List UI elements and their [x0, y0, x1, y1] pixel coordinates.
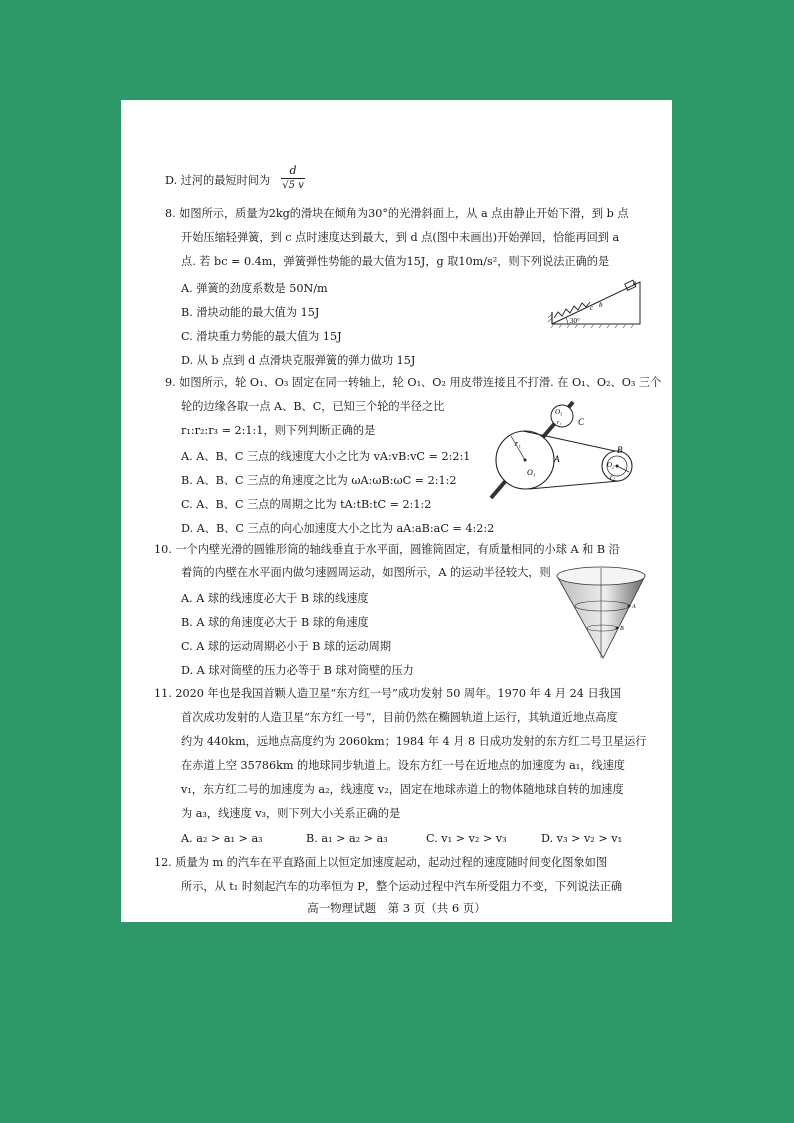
- label-r2: r₂: [610, 473, 616, 481]
- q11-option-d: D. v₃ > v₂ > v₁: [541, 832, 623, 845]
- q11-stem-line-2: 首次成功发射的人造卫星“东方红一号”，目前仍然在椭圆轨道上运行，其轨道近地点高度: [181, 711, 618, 724]
- label-c: C: [578, 417, 585, 427]
- q12-stem-line-1: 12. 质量为 m 的汽车在平直路面上以恒定加速度起动，起动过程的速度随时间变化图象如图: [154, 856, 608, 869]
- angle-arc: [566, 318, 568, 324]
- center-o2: [616, 465, 619, 468]
- q11-stem-line-3: 约为 440km，远地点高度约为 2060km；1984 年 4 月 8 日成功发射的东方红二号卫星运行: [181, 735, 647, 748]
- page-footer: 高一物理试题 第 3 页（共 6 页）: [307, 901, 486, 915]
- q9-option-d: D. A、B、C 三点的向心加速度大小之比为 aA:aB:aC = 4:2:2: [181, 522, 495, 535]
- pulley-figure: [489, 396, 641, 506]
- q8-stem-line-3: 点. 若 bc = 0.4m，弹簧弹性势能的最大值为15J，g 取10m/s²，则下列说法正确的是: [181, 255, 610, 268]
- fraction-bar: [281, 178, 305, 179]
- label-a: A: [632, 604, 636, 610]
- q10-option-b: B. A 球的角速度必大于 B 球的角速度: [181, 616, 369, 629]
- q10-option-d: D. A 球对筒壁的压力必等于 B 球对筒壁的压力: [181, 664, 414, 677]
- label-o1: O₁: [527, 468, 536, 477]
- q11-option-b: B. a₁ > a₂ > a₃: [306, 832, 388, 845]
- cone-figure: [555, 562, 647, 662]
- q7-fraction: [281, 164, 305, 191]
- label-a: a: [633, 279, 637, 287]
- q10-stem-line-1: 10. 一个内壁光滑的圆锥形筒的轴线垂直于水平面，圆锥筒固定，有质量相同的小球 A 和 B 沿: [154, 543, 620, 556]
- q9-option-b: B. A、B、C 三点的角速度之比为 ωA:ωB:ωC = 2:1:2: [181, 474, 457, 487]
- q7-option-d: D. 过河的最短时间为: [165, 174, 271, 187]
- ball-b: [616, 627, 619, 630]
- q8-option-b: B. 滑块动能的最大值为 15J: [181, 306, 320, 319]
- q9-stem-line-1: 9. 如图所示，轮 O₁、O₃ 固定在同一转轴上，轮 O₁、O₂ 用皮带连接且不打滑. 在 O₁、O₂、O₃ 三个: [165, 376, 662, 389]
- q7-fraction-numerator: d: [289, 164, 297, 177]
- q11-stem-line-6: 为 a₃，线速度 v₃，则下列大小关系正确的是: [181, 807, 401, 820]
- q11-option-a: A. a₂ > a₁ > a₃: [181, 832, 263, 845]
- q11-stem-line-5: v₁，东方红二号的加速度为 a₂，线速度 v₂，固定在地球赤道上的物体随地球自转的加速度: [181, 783, 624, 796]
- label-b: b: [599, 301, 603, 309]
- angle-label: 30°: [570, 317, 580, 325]
- q10-option-c: C. A 球的运动周期必小于 B 球的运动周期: [181, 640, 392, 653]
- label-c: c: [590, 304, 594, 312]
- q8-stem-line-1: 8. 如图所示，质量为2kg的滑块在倾角为30°的光滑斜面上，从 a 点由静止开始下滑，到 b 点: [165, 207, 629, 220]
- q9-stem-line-2: 轮的边缘各取一点 A、B、C，已知三个轮的半径之比: [181, 400, 445, 413]
- label-o2: O₂: [607, 461, 615, 469]
- q10-stem-line-2: 着筒的内壁在水平面内做匀速圆周运动，如图所示，A 的运动半径较大，则: [181, 566, 551, 579]
- q11-option-c: C. v₁ > v₂ > v₃: [426, 832, 507, 845]
- q8-option-c: C. 滑块重力势能的最大值为 15J: [181, 330, 342, 343]
- q9-option-c: C. A、B、C 三点的周期之比为 tA:tB:tC = 2:1:2: [181, 498, 432, 511]
- ball-a: [628, 605, 631, 608]
- q11-stem-line-4: 在赤道上空 35786km 的地球同步轨道上。设东方红一号在近地点的加速度为 a₁，线速度: [181, 759, 625, 772]
- incline-spring-figure: [546, 276, 646, 328]
- spring: [554, 302, 590, 318]
- label-b: B: [617, 445, 623, 455]
- label-r3: r₃: [557, 420, 562, 426]
- label-b: B: [620, 626, 624, 632]
- label-o3: O₃: [555, 408, 563, 416]
- q8-option-a: A. 弹簧的劲度系数是 50N/m: [181, 282, 328, 295]
- center-o1: [524, 459, 527, 462]
- q8-stem-line-2: 开始压缩轻弹簧，到 c 点时速度达到最大，到 d 点(图中未画出)开始弹回，恰能再回到 a: [181, 231, 620, 244]
- q12-stem-line-2: 所示，从 t₁ 时刻起汽车的功率恒为 P，整个运动过程中汽车所受阻力不变，下列说法正确: [181, 880, 623, 893]
- exam-page: [121, 100, 672, 922]
- q11-stem-line-1: 11. 2020 年也是我国首颗人造卫星“东方红一号”成功发射 50 周年。1970 年 4 月 24 日我国: [154, 687, 622, 700]
- q7-fraction-denominator: √5 v: [282, 180, 304, 191]
- q10-option-a: A. A 球的线速度必大于 B 球的线速度: [181, 592, 369, 605]
- ground-hatch: [548, 314, 634, 328]
- label-r1: r₁: [515, 439, 521, 448]
- q9-stem-line-3: r₁:r₂:r₃ = 2:1:1，则下列判断正确的是: [181, 424, 376, 437]
- q8-option-d: D. 从 b 点到 d 点滑块克服弹簧的弹力做功 15J: [181, 354, 416, 367]
- label-a: A: [554, 454, 560, 464]
- q9-option-a: A. A、B、C 三点的线速度大小之比为 vA:vB:vC = 2:2:1: [181, 450, 471, 463]
